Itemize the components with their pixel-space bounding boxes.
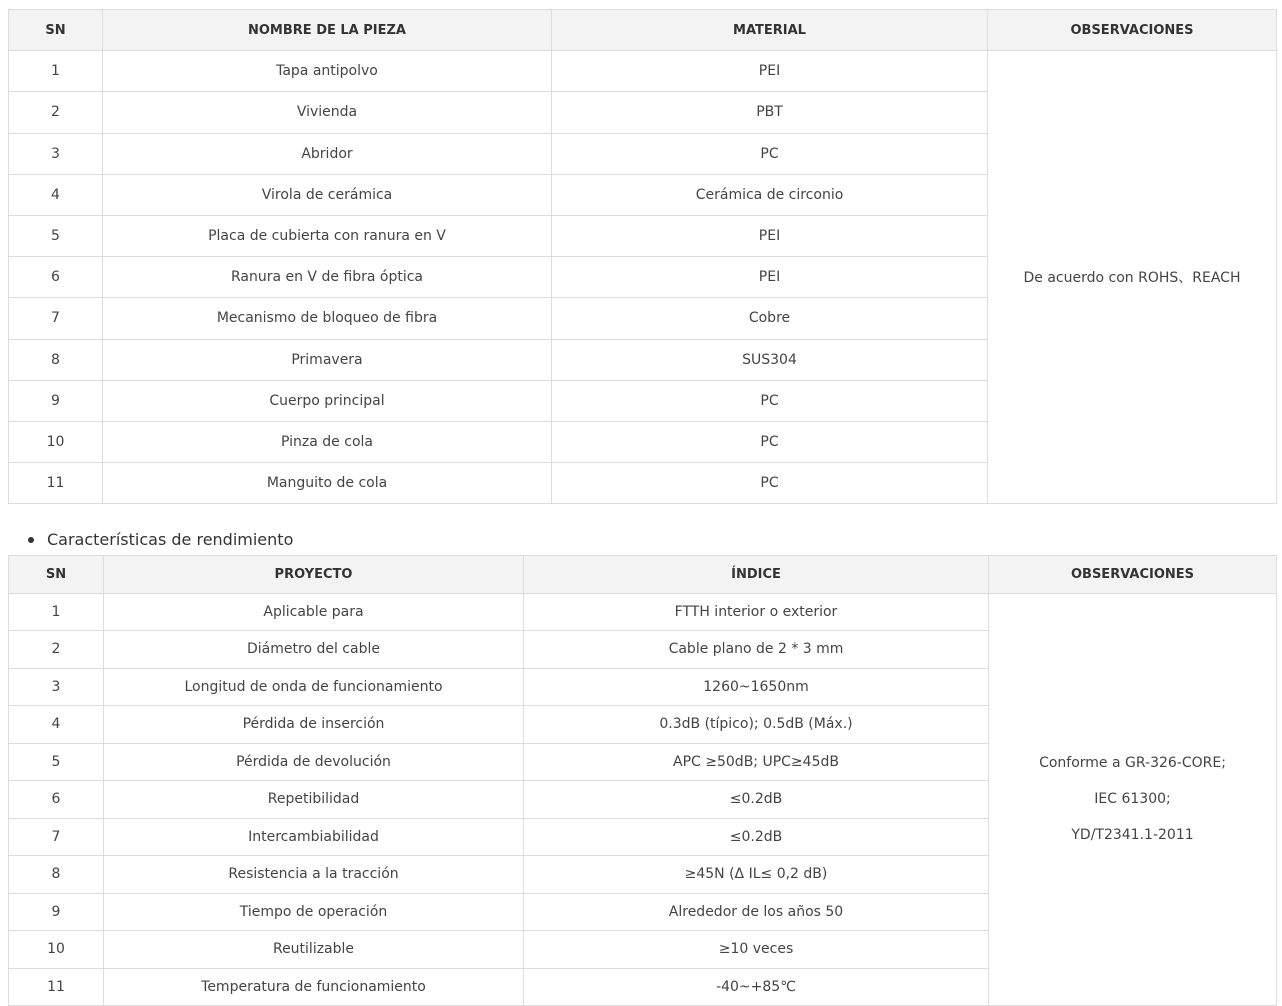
cell-sn: 6 [9, 781, 104, 819]
cell-sn: 4 [9, 174, 103, 215]
header-sn: SN [9, 556, 104, 594]
performance-heading [28, 526, 293, 554]
cell-index: ≤0.2dB [524, 818, 989, 856]
performance-table [8, 555, 1277, 1006]
cell-part-name: Mecanismo de bloqueo de fibra [103, 298, 552, 339]
cell-project: Resistencia a la tracción [104, 856, 524, 894]
cell-remarks: De acuerdo con ROHS、REACH [988, 51, 1277, 504]
remarks-line: YD/T2341.1-2011 [1071, 827, 1194, 844]
bullet-icon [28, 537, 34, 543]
header-part-name: NOMBRE DE LA PIEZA [103, 10, 552, 51]
cell-sn: 9 [9, 380, 103, 421]
cell-sn: 3 [9, 133, 103, 174]
table-row [9, 593, 1277, 631]
cell-index: ≥45N (Δ IL≤ 0,2 dB) [524, 856, 989, 894]
cell-sn: 8 [9, 856, 104, 894]
cell-sn: 2 [9, 631, 104, 669]
header-project: PROYECTO [104, 556, 524, 594]
cell-sn: 10 [9, 421, 103, 462]
cell-part-name: Cuerpo principal [103, 380, 552, 421]
cell-index: 0.3dB (típico); 0.5dB (Máx.) [524, 706, 989, 744]
cell-project: Pérdida de inserción [104, 706, 524, 744]
cell-part-name: Pinza de cola [103, 421, 552, 462]
cell-project: Diámetro del cable [104, 631, 524, 669]
cell-index: ≤0.2dB [524, 781, 989, 819]
cell-project: Longitud de onda de funcionamiento [104, 668, 524, 706]
remarks-line: IEC 61300; [1094, 791, 1171, 808]
cell-part-name: Vivienda [103, 92, 552, 133]
table-row [9, 51, 1277, 92]
cell-project: Aplicable para [104, 593, 524, 631]
cell-material: PC [552, 133, 988, 174]
cell-project: Pérdida de devolución [104, 743, 524, 781]
cell-index: 1260~1650nm [524, 668, 989, 706]
cell-index: APC ≥50dB; UPC≥45dB [524, 743, 989, 781]
cell-sn: 2 [9, 92, 103, 133]
cell-material: Cobre [552, 298, 988, 339]
cell-project: Reutilizable [104, 931, 524, 969]
cell-sn: 7 [9, 298, 103, 339]
parts-header-row [9, 10, 1277, 51]
cell-part-name: Primavera [103, 339, 552, 380]
cell-material: PC [552, 463, 988, 504]
header-remarks: OBSERVACIONES [989, 556, 1277, 594]
cell-sn: 1 [9, 593, 104, 631]
cell-sn: 5 [9, 215, 103, 256]
header-sn: SN [9, 10, 103, 51]
cell-sn: 5 [9, 743, 104, 781]
parts-table [8, 9, 1277, 504]
cell-part-name: Tapa antipolvo [103, 51, 552, 92]
cell-part-name: Virola de cerámica [103, 174, 552, 215]
cell-sn: 8 [9, 339, 103, 380]
cell-sn: 4 [9, 706, 104, 744]
performance-heading-text: Características de rendimiento [47, 530, 294, 549]
cell-part-name: Ranura en V de fibra óptica [103, 257, 552, 298]
cell-index: -40~+85℃ [524, 968, 989, 1006]
cell-sn: 9 [9, 893, 104, 931]
cell-project: Temperatura de funcionamiento [104, 968, 524, 1006]
cell-sn: 6 [9, 257, 103, 298]
header-remarks: OBSERVACIONES [988, 10, 1277, 51]
cell-sn: 11 [9, 968, 104, 1006]
cell-index: Cable plano de 2 * 3 mm [524, 631, 989, 669]
cell-project: Intercambiabilidad [104, 818, 524, 856]
cell-sn: 3 [9, 668, 104, 706]
header-index: ÍNDICE [524, 556, 989, 594]
performance-header-row [9, 556, 1277, 594]
cell-project: Repetibilidad [104, 781, 524, 819]
cell-material: PC [552, 421, 988, 462]
cell-index: ≥10 veces [524, 931, 989, 969]
cell-remarks [989, 593, 1277, 1006]
cell-material: PEI [552, 257, 988, 298]
cell-sn: 11 [9, 463, 103, 504]
cell-material: PEI [552, 51, 988, 92]
cell-project: Tiempo de operación [104, 893, 524, 931]
header-material: MATERIAL [552, 10, 988, 51]
cell-material: Cerámica de circonio [552, 174, 988, 215]
remarks-line: Conforme a GR-326-CORE; [1039, 755, 1226, 772]
cell-material: SUS304 [552, 339, 988, 380]
cell-part-name: Placa de cubierta con ranura en V [103, 215, 552, 256]
cell-index: FTTH interior o exterior [524, 593, 989, 631]
cell-material: PC [552, 380, 988, 421]
cell-index: Alrededor de los años 50 [524, 893, 989, 931]
cell-part-name: Manguito de cola [103, 463, 552, 504]
cell-sn: 10 [9, 931, 104, 969]
cell-sn: 1 [9, 51, 103, 92]
cell-sn: 7 [9, 818, 104, 856]
cell-material: PBT [552, 92, 988, 133]
cell-material: PEI [552, 215, 988, 256]
cell-part-name: Abridor [103, 133, 552, 174]
